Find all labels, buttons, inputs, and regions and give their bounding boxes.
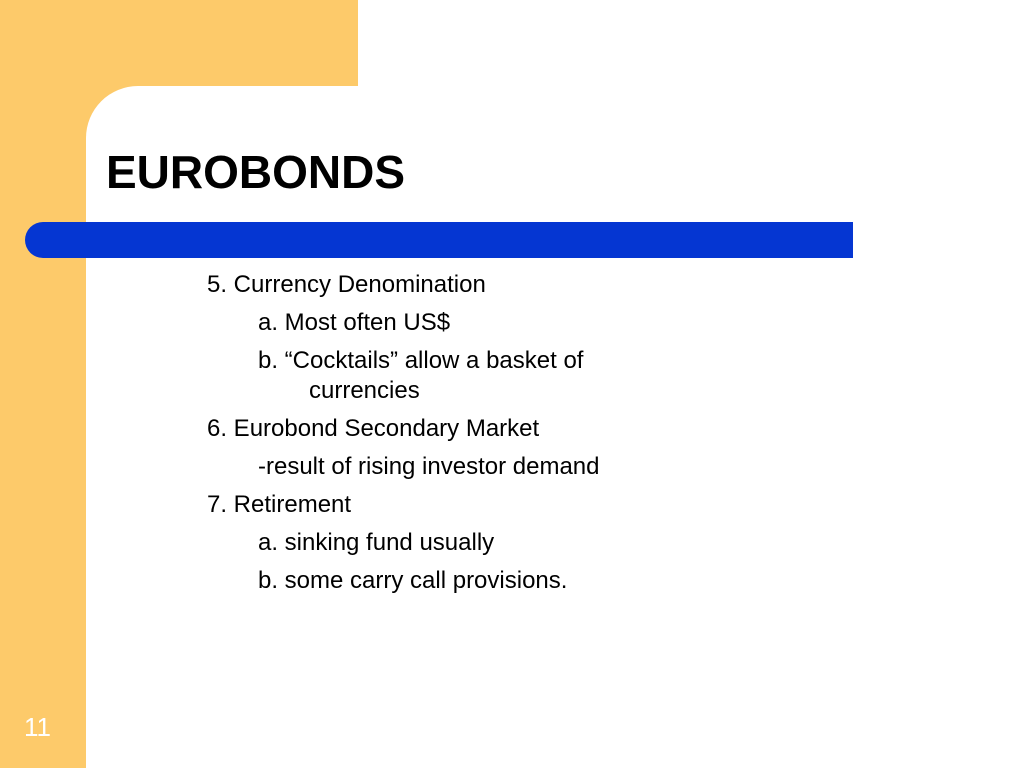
list-subitem-call-provisions: b. some carry call provisions.: [258, 567, 568, 594]
list-subitem-cocktails-continued: currencies: [309, 377, 420, 404]
list-item-secondary-market: 6. Eurobond Secondary Market: [207, 415, 540, 442]
accent-strip-left: [0, 0, 86, 768]
list-item-currency-denomination: 5. Currency Denomination: [207, 271, 486, 298]
title-underline-bar: [25, 222, 853, 258]
list-subitem-sinking-fund: a. sinking fund usually: [258, 529, 495, 556]
bullet-list: [207, 266, 767, 596]
list-subitem-most-often-usd: a. Most often US$: [258, 309, 451, 336]
list-subitem-investor-demand: -result of rising investor demand: [258, 453, 600, 480]
list-item-retirement: 7. Retirement: [207, 491, 352, 518]
slide-title: EUROBONDS: [106, 146, 406, 198]
slide-number: 11: [24, 712, 51, 742]
list-subitem-cocktails: b. “Cocktails” allow a basket of: [258, 347, 584, 374]
